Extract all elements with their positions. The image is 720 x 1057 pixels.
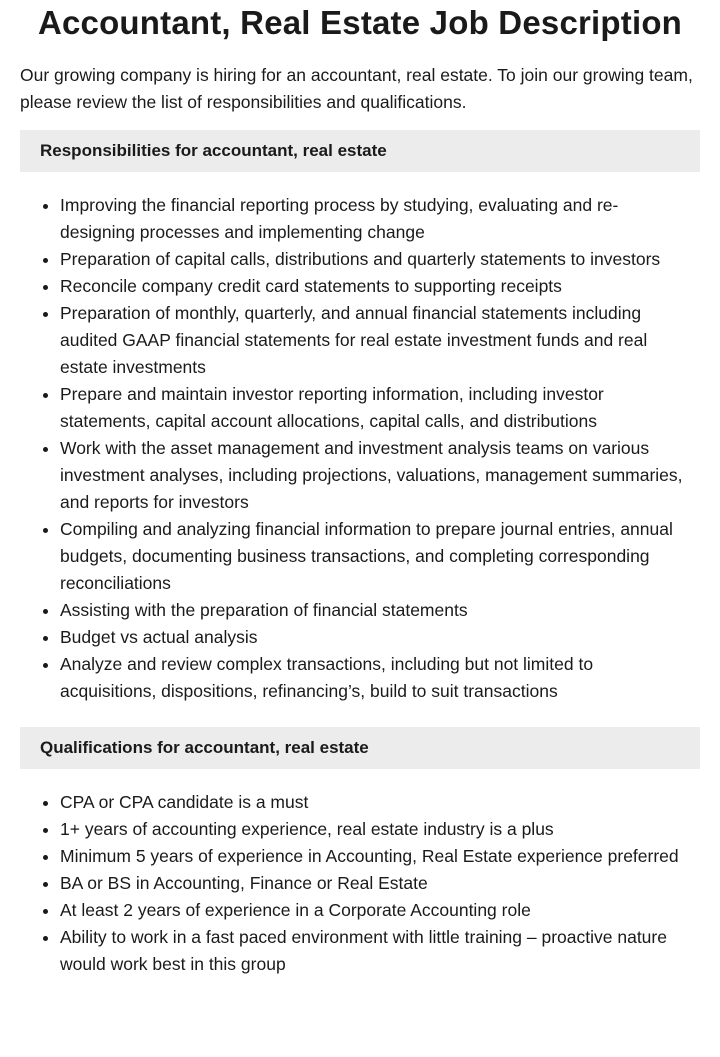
responsibilities-heading: Responsibilities for accountant, real estate	[20, 130, 700, 172]
qualifications-heading: Qualifications for accountant, real estate	[20, 727, 700, 769]
list-item: • BA or BS in Accounting, Finance or Real Estate	[60, 870, 690, 897]
list-item: • Assisting with the preparation of financial statements	[60, 597, 690, 624]
list-item: • Budget vs actual analysis	[60, 624, 690, 651]
list-item: • Work with the asset management and investment analysis teams on various investment analyses, including projections, valuations, management summaries, and reports for investors	[60, 435, 690, 516]
list-item: • Preparation of monthly, quarterly, and annual financial statements including audited GAAP financial statements for real estate investment funds and real estate investments	[60, 300, 690, 381]
responsibilities-list	[20, 192, 690, 705]
list-item: • At least 2 years of experience in a Corporate Accounting role	[60, 897, 690, 924]
list-item: • Improving the financial reporting process by studying, evaluating and re-designing processes and implementing change	[60, 192, 690, 246]
list-item: • Compiling and analyzing financial information to prepare journal entries, annual budgets, documenting business transactions, and completing corresponding reconciliations	[60, 516, 690, 597]
list-item: • Ability to work in a fast paced environment with little training – proactive nature would work best in this group	[60, 924, 690, 978]
page-title: Accountant, Real Estate Job Description	[37, 4, 683, 41]
list-item: • Minimum 5 years of experience in Accounting, Real Estate experience preferred	[60, 843, 690, 870]
list-item: • CPA or CPA candidate is a must	[60, 789, 690, 816]
list-item: • Prepare and maintain investor reporting information, including investor statements, capital account allocations, capital calls, and distributions	[60, 381, 690, 435]
list-item: • Reconcile company credit card statements to supporting receipts	[60, 273, 690, 300]
intro-text: Our growing company is hiring for an accountant, real estate. To join our growing team, please review the list of responsibilities and qualifications.	[20, 65, 693, 112]
list-item: • 1+ years of accounting experience, real estate industry is a plus	[60, 816, 690, 843]
list-item: • Preparation of capital calls, distributions and quarterly statements to investors	[60, 246, 690, 273]
list-item: • Analyze and review complex transactions, including but not limited to acquisitions, dispositions, refinancing’s, build to suit transactions	[60, 651, 690, 705]
qualifications-list	[20, 789, 690, 978]
